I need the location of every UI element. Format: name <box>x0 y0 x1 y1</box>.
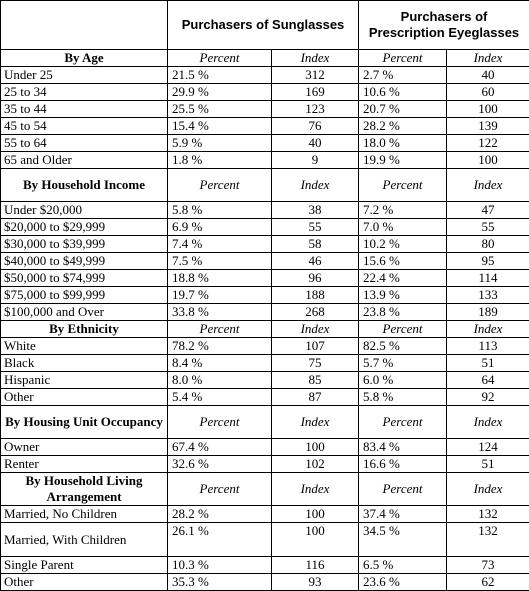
row-label: 45 to 54 <box>1 118 168 135</box>
row-label: 55 to 64 <box>1 135 168 152</box>
section-title: By Household Living Arrangement <box>1 473 168 506</box>
index-cell: 188 <box>272 287 359 304</box>
row-label: Under $20,000 <box>1 202 168 219</box>
index-cell: 312 <box>272 67 359 84</box>
index-cell: 47 <box>447 202 529 219</box>
index-cell: 100 <box>272 439 359 456</box>
percent-cell: 5.4 % <box>168 389 272 406</box>
section-title: By Age <box>1 50 168 67</box>
percent-cell: 5.7 % <box>359 355 447 372</box>
index-cell: 75 <box>272 355 359 372</box>
row-label: $75,000 to $99,999 <box>1 287 168 304</box>
percent-cell: 6.9 % <box>168 219 272 236</box>
subheader-percent: Percent <box>168 50 272 67</box>
index-cell: 51 <box>447 456 529 473</box>
table-row <box>1 236 529 253</box>
table-row <box>1 304 529 321</box>
index-cell: 114 <box>447 270 529 287</box>
percent-cell: 32.6 % <box>168 456 272 473</box>
percent-cell: 18.0 % <box>359 135 447 152</box>
index-cell: 38 <box>272 202 359 219</box>
section-title: By Ethnicity <box>1 321 168 338</box>
percent-cell: 6.5 % <box>359 557 447 574</box>
percent-cell: 22.4 % <box>359 270 447 287</box>
row-label: Married, With Children <box>1 523 168 557</box>
subheader-percent: Percent <box>359 406 447 439</box>
percent-cell: 25.5 % <box>168 101 272 118</box>
section-header-row <box>1 321 529 338</box>
subheader-index: Index <box>272 50 359 67</box>
row-label: Other <box>1 574 168 591</box>
percent-cell: 26.1 % <box>168 523 272 557</box>
header-row <box>1 1 529 50</box>
table-row <box>1 456 529 473</box>
percent-cell: 6.0 % <box>359 372 447 389</box>
subheader-index: Index <box>272 406 359 439</box>
index-cell: 51 <box>447 355 529 372</box>
percent-cell: 18.8 % <box>168 270 272 287</box>
percent-cell: 83.4 % <box>359 439 447 456</box>
percent-cell: 7.0 % <box>359 219 447 236</box>
index-cell: 169 <box>272 84 359 101</box>
index-cell: 139 <box>447 118 529 135</box>
index-cell: 124 <box>447 439 529 456</box>
table-row <box>1 338 529 355</box>
index-cell: 62 <box>447 574 529 591</box>
header-sunglasses: Purchasers of Sunglasses <box>168 1 359 50</box>
index-cell: 100 <box>447 101 529 118</box>
percent-cell: 15.4 % <box>168 118 272 135</box>
table-row <box>1 135 529 152</box>
index-cell: 40 <box>447 67 529 84</box>
row-label: Married, No Children <box>1 506 168 523</box>
index-cell: 95 <box>447 253 529 270</box>
percent-cell: 21.5 % <box>168 67 272 84</box>
percent-cell: 78.2 % <box>168 338 272 355</box>
table-row <box>1 574 529 591</box>
index-cell: 133 <box>447 287 529 304</box>
index-cell: 46 <box>272 253 359 270</box>
row-label: 65 and Older <box>1 152 168 169</box>
row-label: White <box>1 338 168 355</box>
subheader-index: Index <box>447 50 529 67</box>
row-label: Other <box>1 389 168 406</box>
index-cell: 123 <box>272 101 359 118</box>
table-row <box>1 67 529 84</box>
corner-cell <box>1 1 168 50</box>
table-row <box>1 355 529 372</box>
row-label: Renter <box>1 456 168 473</box>
percent-cell: 7.2 % <box>359 202 447 219</box>
row-label: $30,000 to $39,999 <box>1 236 168 253</box>
percent-cell: 5.9 % <box>168 135 272 152</box>
index-cell: 132 <box>447 506 529 523</box>
subheader-percent: Percent <box>359 169 447 202</box>
index-cell: 107 <box>272 338 359 355</box>
percent-cell: 28.2 % <box>168 506 272 523</box>
index-cell: 102 <box>272 456 359 473</box>
percent-cell: 10.2 % <box>359 236 447 253</box>
index-cell: 55 <box>447 219 529 236</box>
percent-cell: 13.9 % <box>359 287 447 304</box>
index-cell: 92 <box>447 389 529 406</box>
percent-cell: 23.6 % <box>359 574 447 591</box>
subheader-index: Index <box>272 321 359 338</box>
row-label: $20,000 to $29,999 <box>1 219 168 236</box>
section-title: By Household Income <box>1 169 168 202</box>
index-cell: 80 <box>447 236 529 253</box>
percent-cell: 82.5 % <box>359 338 447 355</box>
table-row <box>1 118 529 135</box>
subheader-percent: Percent <box>168 406 272 439</box>
index-cell: 55 <box>272 219 359 236</box>
index-cell: 87 <box>272 389 359 406</box>
row-label: 25 to 34 <box>1 84 168 101</box>
percent-cell: 67.4 % <box>168 439 272 456</box>
percent-cell: 15.6 % <box>359 253 447 270</box>
table-row <box>1 523 529 557</box>
subheader-percent: Percent <box>168 321 272 338</box>
percent-cell: 7.5 % <box>168 253 272 270</box>
index-cell: 93 <box>272 574 359 591</box>
table-row <box>1 219 529 236</box>
index-cell: 113 <box>447 338 529 355</box>
table-row <box>1 557 529 574</box>
percent-cell: 10.6 % <box>359 84 447 101</box>
table-row <box>1 84 529 101</box>
subheader-index: Index <box>447 473 529 506</box>
subheader-index: Index <box>447 169 529 202</box>
index-cell: 96 <box>272 270 359 287</box>
index-cell: 189 <box>447 304 529 321</box>
percent-cell: 19.9 % <box>359 152 447 169</box>
subheader-percent: Percent <box>359 473 447 506</box>
percent-cell: 7.4 % <box>168 236 272 253</box>
row-label: $40,000 to $49,999 <box>1 253 168 270</box>
table-row <box>1 372 529 389</box>
table-row <box>1 287 529 304</box>
row-label: Owner <box>1 439 168 456</box>
percent-cell: 5.8 % <box>359 389 447 406</box>
subheader-index: Index <box>447 321 529 338</box>
percent-cell: 1.8 % <box>168 152 272 169</box>
subheader-percent: Percent <box>359 321 447 338</box>
index-cell: 122 <box>447 135 529 152</box>
table-row <box>1 439 529 456</box>
percent-cell: 8.4 % <box>168 355 272 372</box>
percent-cell: 37.4 % <box>359 506 447 523</box>
row-label: Under 25 <box>1 67 168 84</box>
table-row <box>1 152 529 169</box>
percent-cell: 23.8 % <box>359 304 447 321</box>
section-header-row <box>1 50 529 67</box>
row-label: 35 to 44 <box>1 101 168 118</box>
index-cell: 76 <box>272 118 359 135</box>
table-row <box>1 101 529 118</box>
index-cell: 132 <box>447 523 529 557</box>
index-cell: 116 <box>272 557 359 574</box>
row-label: Black <box>1 355 168 372</box>
index-cell: 58 <box>272 236 359 253</box>
subheader-index: Index <box>447 406 529 439</box>
table-row <box>1 253 529 270</box>
subheader-index: Index <box>272 169 359 202</box>
table-row <box>1 202 529 219</box>
percent-cell: 34.5 % <box>359 523 447 557</box>
index-cell: 40 <box>272 135 359 152</box>
index-cell: 64 <box>447 372 529 389</box>
header-eyeglasses: Purchasers of Prescription Eyeglasses <box>359 1 529 50</box>
percent-cell: 20.7 % <box>359 101 447 118</box>
table-row <box>1 506 529 523</box>
index-cell: 85 <box>272 372 359 389</box>
row-label: Single Parent <box>1 557 168 574</box>
percent-cell: 8.0 % <box>168 372 272 389</box>
index-cell: 268 <box>272 304 359 321</box>
subheader-percent: Percent <box>359 50 447 67</box>
index-cell: 100 <box>447 152 529 169</box>
index-cell: 73 <box>447 557 529 574</box>
percent-cell: 16.6 % <box>359 456 447 473</box>
table-row <box>1 389 529 406</box>
percent-cell: 2.7 % <box>359 67 447 84</box>
percent-cell: 10.3 % <box>168 557 272 574</box>
index-cell: 9 <box>272 152 359 169</box>
row-label: $50,000 to $74,999 <box>1 270 168 287</box>
subheader-percent: Percent <box>168 473 272 506</box>
index-cell: 60 <box>447 84 529 101</box>
percent-cell: 35.3 % <box>168 574 272 591</box>
percent-cell: 28.2 % <box>359 118 447 135</box>
section-title: By Housing Unit Occupancy <box>1 406 168 439</box>
subheader-index: Index <box>272 473 359 506</box>
percent-cell: 29.9 % <box>168 84 272 101</box>
percent-cell: 5.8 % <box>168 202 272 219</box>
section-header-row <box>1 169 529 202</box>
table-row <box>1 270 529 287</box>
percent-cell: 19.7 % <box>168 287 272 304</box>
section-header-row <box>1 406 529 439</box>
subheader-percent: Percent <box>168 169 272 202</box>
row-label: Hispanic <box>1 372 168 389</box>
section-header-row <box>1 473 529 506</box>
row-label: $100,000 and Over <box>1 304 168 321</box>
index-cell: 100 <box>272 506 359 523</box>
index-cell: 100 <box>272 523 359 557</box>
percent-cell: 33.8 % <box>168 304 272 321</box>
